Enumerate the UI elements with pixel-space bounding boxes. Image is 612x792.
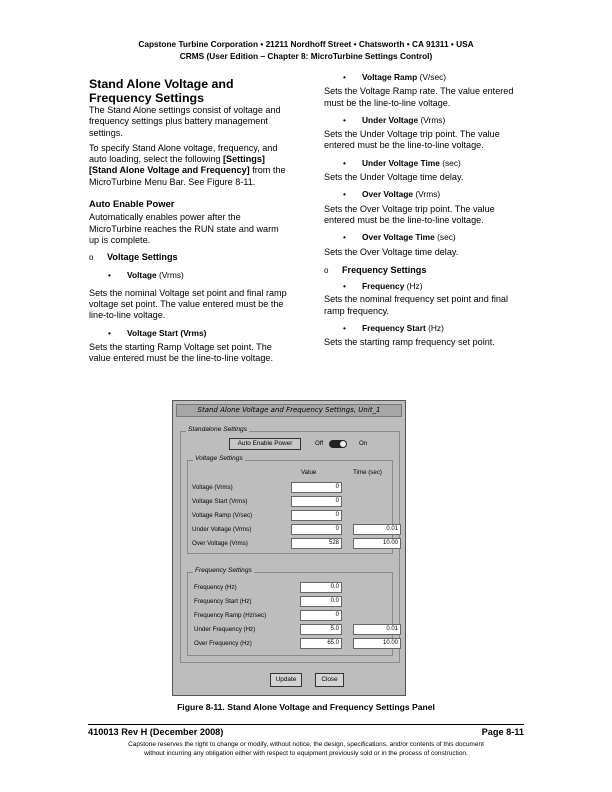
voltage-row-label: Voltage (Vrms) (192, 484, 233, 491)
frequency-ramp-input[interactable]: 0 (300, 610, 342, 621)
section-title: Stand Alone Voltage and Frequency Settings (89, 77, 234, 105)
freq-term: Frequency (362, 281, 405, 292)
voltage-start-bullet (89, 328, 289, 339)
voltage-start-text: Sets the starting Ramp Voltage set point. The value entered must be the line-to-line voltage. (89, 342, 274, 364)
ovt-term: Over Voltage Time (362, 232, 435, 243)
ramp-bullet (324, 72, 524, 83)
settings-panel (172, 400, 406, 696)
under-voltage-input[interactable]: 0 (291, 524, 342, 535)
voltage-start-term: Voltage Start (Vrms) (127, 327, 207, 338)
voltage-input[interactable]: 0 (291, 482, 342, 493)
fstart-unit: (Hz) (425, 323, 444, 334)
panel-title: Stand Alone Voltage and Frequency Settings, Unit_1 (176, 404, 402, 417)
voltage-start-row-label: Voltage Start (Vrms) (192, 498, 248, 505)
under-frequency-row-label: Under Frequency (Hz) (194, 626, 256, 633)
instruction-text-c: from the MicroTurbine Menu Bar. See Figure 8-11. (89, 165, 286, 187)
toggle-knob (340, 441, 346, 447)
footer-disclaimer (88, 740, 524, 758)
freq-unit: (Hz) (404, 281, 423, 292)
voltage-text: Sets the nominal Voltage set point and final ramp voltage set point. The value entered must be the line-to-line voltage. (89, 287, 287, 321)
over-voltage-row-label: Over Voltage (Vrms) (192, 540, 248, 547)
fstart-bullet (324, 323, 524, 334)
ovt-bullet (324, 232, 524, 243)
voltage-settings-heading: o Voltage Settings (89, 252, 289, 263)
fstart-term: Frequency Start (362, 323, 426, 334)
frequency-start-input[interactable]: 0.0 (300, 596, 342, 607)
freq-bullet (324, 281, 524, 292)
menu-path: [Settings][Stand Alone Voltage and Frequency] (89, 154, 265, 176)
figure-caption: Figure 8-11. Stand Alone Voltage and Frequency Settings Panel (177, 702, 435, 712)
toggle-off-label: Off (315, 440, 324, 447)
value-col-header: Value (301, 469, 317, 476)
uv-bullet (324, 115, 524, 126)
voltage-start-input[interactable]: 0 (291, 496, 342, 507)
voltage-bullet (89, 270, 289, 281)
document-revision: 410013 Rev H (December 2008) (88, 727, 224, 737)
ovt-text: Sets the Over Voltage time delay. (324, 246, 459, 257)
auto-enable-text: Automatically enables power after the MicroTurbine reaches the RUN state and warm up is complete. (89, 212, 279, 245)
ov-unit: (Vrms) (413, 189, 441, 200)
disclaimer-line2: without incurring any obligation either with respect to equipment previously sold or in the process of construction. (144, 750, 468, 757)
under-frequency-input[interactable]: 5.0 (300, 624, 342, 635)
auto-enable-heading: Auto Enable Power (89, 198, 175, 210)
uvt-unit: (sec) (439, 157, 461, 168)
auto-enable-button[interactable]: Auto Enable Power (229, 438, 301, 450)
header-line1: Capstone Turbine Corporation • 21211 Nordhoff Street • Chatsworth • CA 91311 • USA (138, 39, 474, 49)
ovt-unit: (sec) (434, 232, 456, 243)
frequency-group (187, 567, 398, 656)
under-voltage-row-label: Under Voltage (Vrms) (192, 526, 252, 533)
time-col-header: Time (sec) (353, 469, 382, 476)
frequency-row-label: Frequency (Hz) (194, 584, 237, 591)
frequency-group-label: Frequency Settings (195, 567, 252, 574)
under-voltage-time-input[interactable]: 0.01 (353, 524, 401, 535)
standalone-label: Standalone Settings (188, 426, 248, 433)
voltage-group (187, 455, 398, 554)
ov-term: Over Voltage (362, 189, 414, 200)
uv-text: Sets the Under Voltage trip point. The value entered must be the line-to-line voltage. (324, 129, 500, 151)
ramp-unit: (V/sec) (417, 72, 447, 82)
left-column (89, 77, 289, 365)
over-voltage-time-input[interactable]: 10.00 (353, 538, 401, 549)
toggle-on-label: On (359, 440, 368, 447)
uv-term: Under Voltage (362, 114, 419, 125)
footer-rule (88, 724, 524, 725)
voltage-ramp-row-label: Voltage Ramp (V/sec) (192, 512, 253, 519)
over-voltage-input[interactable]: 528 (291, 538, 342, 549)
voltage-term: Voltage (127, 269, 157, 280)
fstart-text: Sets the starting ramp frequency set point. (324, 337, 495, 348)
update-button[interactable]: Update (270, 673, 302, 687)
instruction-text-a: To specify Stand Alone voltage, frequency, and auto loading, select the following (89, 142, 278, 165)
uvt-term: Under Voltage Time (362, 157, 440, 168)
voltage-ramp-input[interactable]: 0 (291, 510, 342, 521)
ramp-term: Voltage Ramp (362, 72, 418, 82)
ov-text: Sets the Over Voltage trip point. The value entered must be the line-to-line voltage. (324, 203, 495, 225)
ov-bullet (324, 189, 524, 200)
frequency-input[interactable]: 0.0 (300, 582, 342, 593)
disclaimer-line1: Capstone reserves the right to change or modify, without notice, the design, specifications, and/or contents of this document (128, 741, 484, 748)
instruction-paragraph (89, 143, 289, 188)
over-frequency-time-input[interactable]: 10.00 (353, 638, 401, 649)
frequency-ramp-row-label: Frequency Ramp (Hz/sec) (194, 612, 267, 619)
frequency-settings-heading: o Frequency Settings (324, 265, 524, 276)
ramp-text: Sets the Voltage Ramp rate. The value entered must be the line-to-line voltage. (324, 86, 514, 108)
auto-enable-toggle[interactable] (329, 440, 347, 448)
uv-unit: (Vrms) (418, 114, 446, 125)
uvt-text: Sets the Under Voltage time delay. (324, 172, 464, 183)
uvt-bullet (324, 158, 524, 169)
over-frequency-row-label: Over Frequency (Hz) (194, 640, 252, 647)
footer-top (88, 727, 524, 737)
page-header (0, 39, 612, 62)
standalone-group (180, 426, 400, 663)
close-button[interactable]: Close (315, 673, 344, 687)
over-frequency-input[interactable]: 65.0 (300, 638, 342, 649)
page-number: Page 8-11 (481, 727, 524, 737)
right-column (324, 72, 524, 349)
header-line2: CRMS (User Edition – Chapter 8: MicroTurbine Settings Control) (179, 50, 433, 61)
under-frequency-time-input[interactable]: 0.01 (353, 624, 401, 635)
freq-text: Sets the nominal frequency set point and final ramp frequency. (324, 294, 509, 316)
intro-paragraph: The Stand Alone settings consist of voltage and frequency settings plus battery management settings. (89, 105, 281, 138)
frequency-start-row-label: Frequency Start (Hz) (194, 598, 252, 605)
voltage-group-label: Voltage Settings (195, 455, 243, 462)
voltage-unit: (Vrms) (156, 269, 184, 280)
